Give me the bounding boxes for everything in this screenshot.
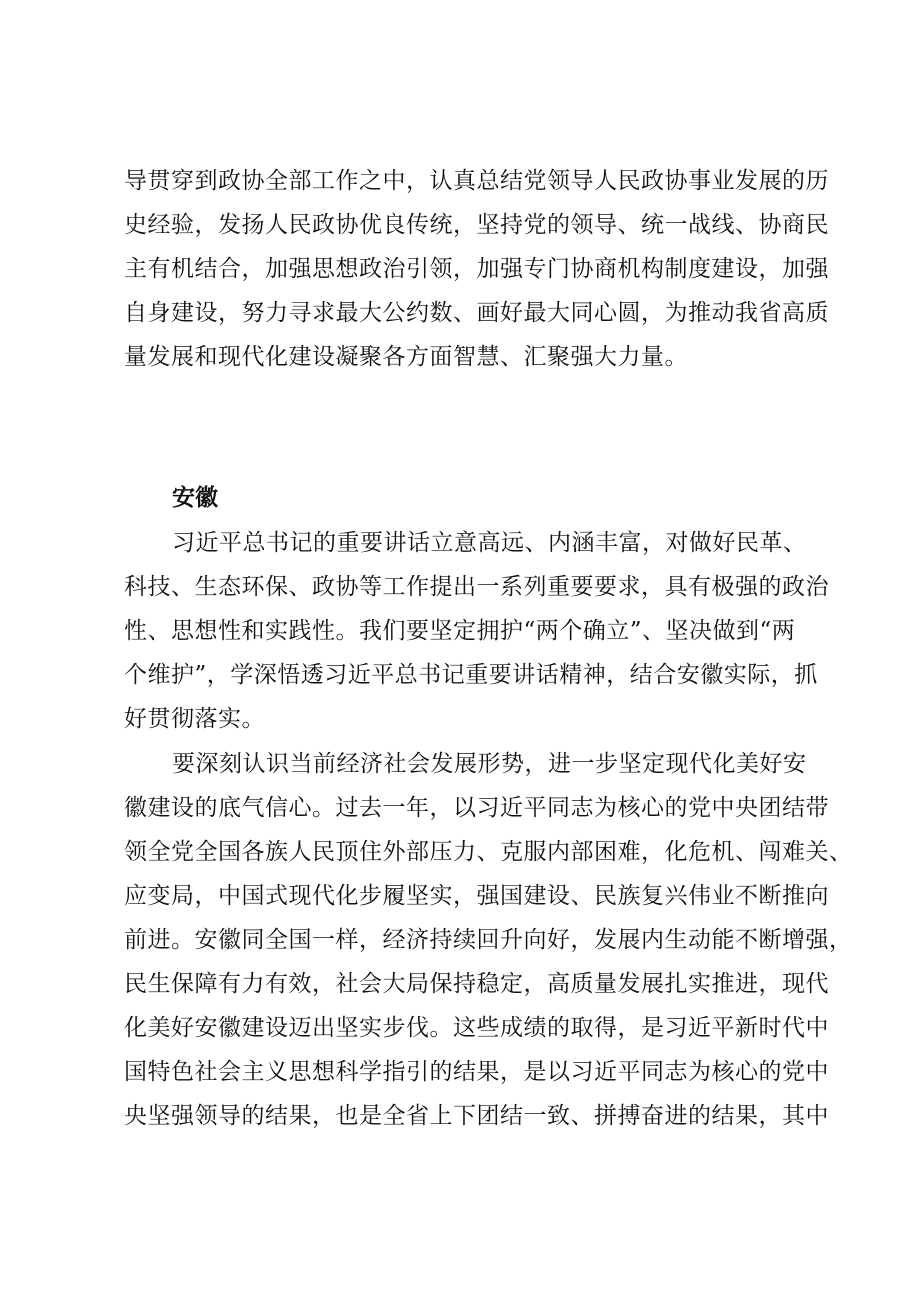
body-text-line: 领全党全国各族人民顶住外部压力、克服内部困难，化危机、闯难关、: [124, 839, 853, 865]
body-text-line: 个维护”，学深悟透习近平总书记重要讲话精神，结合安徽实际，抓: [124, 662, 818, 688]
body-text-line: 量发展和现代化建设凝聚各方面智慧、汇聚强大力量。: [124, 344, 688, 370]
body-text-line: 民生保障有力有效，社会大局保持稳定，高质量发展扎实推进，现代: [124, 971, 829, 997]
body-text-line: 要深刻认识当前经济社会发展形势，进一步坚定现代化美好安: [172, 751, 807, 777]
body-text-line: 前进。安徽同全国一样，经济持续回升向好，发展内生动能不断增强，: [124, 927, 853, 953]
body-text-line: 科技、生态环保、政协等工作提出一系列重要要求，具有极强的政治: [124, 574, 829, 600]
body-text-line: 史经验，发扬人民政协优良传统，坚持党的领导、统一战线、协商民: [124, 212, 829, 238]
body-text-line: 好贯彻落实。: [124, 706, 265, 732]
body-text-line: 央坚强领导的结果，也是全省上下团结一致、拼搏奋进的结果，其中: [124, 1103, 829, 1129]
body-text-line: 徽建设的底气信心。过去一年，以习近平同志为核心的党中央团结带: [124, 795, 829, 821]
body-text-line: 主有机结合，加强思想政治引领，加强专门协商机构制度建设，加强: [124, 256, 829, 282]
body-text-line: 自身建设，努力寻求最大公约数、画好最大同心圆，为推动我省高质: [124, 300, 829, 326]
body-text-line: 性、思想性和实践性。我们要坚定拥护“两个确立”、坚决做到“两: [124, 618, 796, 644]
body-text-line: 化美好安徽建设迈出坚实步伐。这些成绩的取得，是习近平新时代中: [124, 1015, 829, 1041]
body-text-line: 习近平总书记的重要讲话立意高远、内涵丰富，对做好民革、: [172, 530, 807, 556]
body-text-line: 应变局，中国式现代化步履坚实，强国建设、民族复兴伟业不断推向: [124, 883, 829, 909]
body-text-line: 国特色社会主义思想科学指引的结果，是以习近平同志为核心的党中: [124, 1059, 829, 1085]
body-text-line: 导贯穿到政协全部工作之中，认真总结党领导人民政协事业发展的历: [124, 168, 829, 194]
section-heading: 安徽: [172, 485, 218, 511]
